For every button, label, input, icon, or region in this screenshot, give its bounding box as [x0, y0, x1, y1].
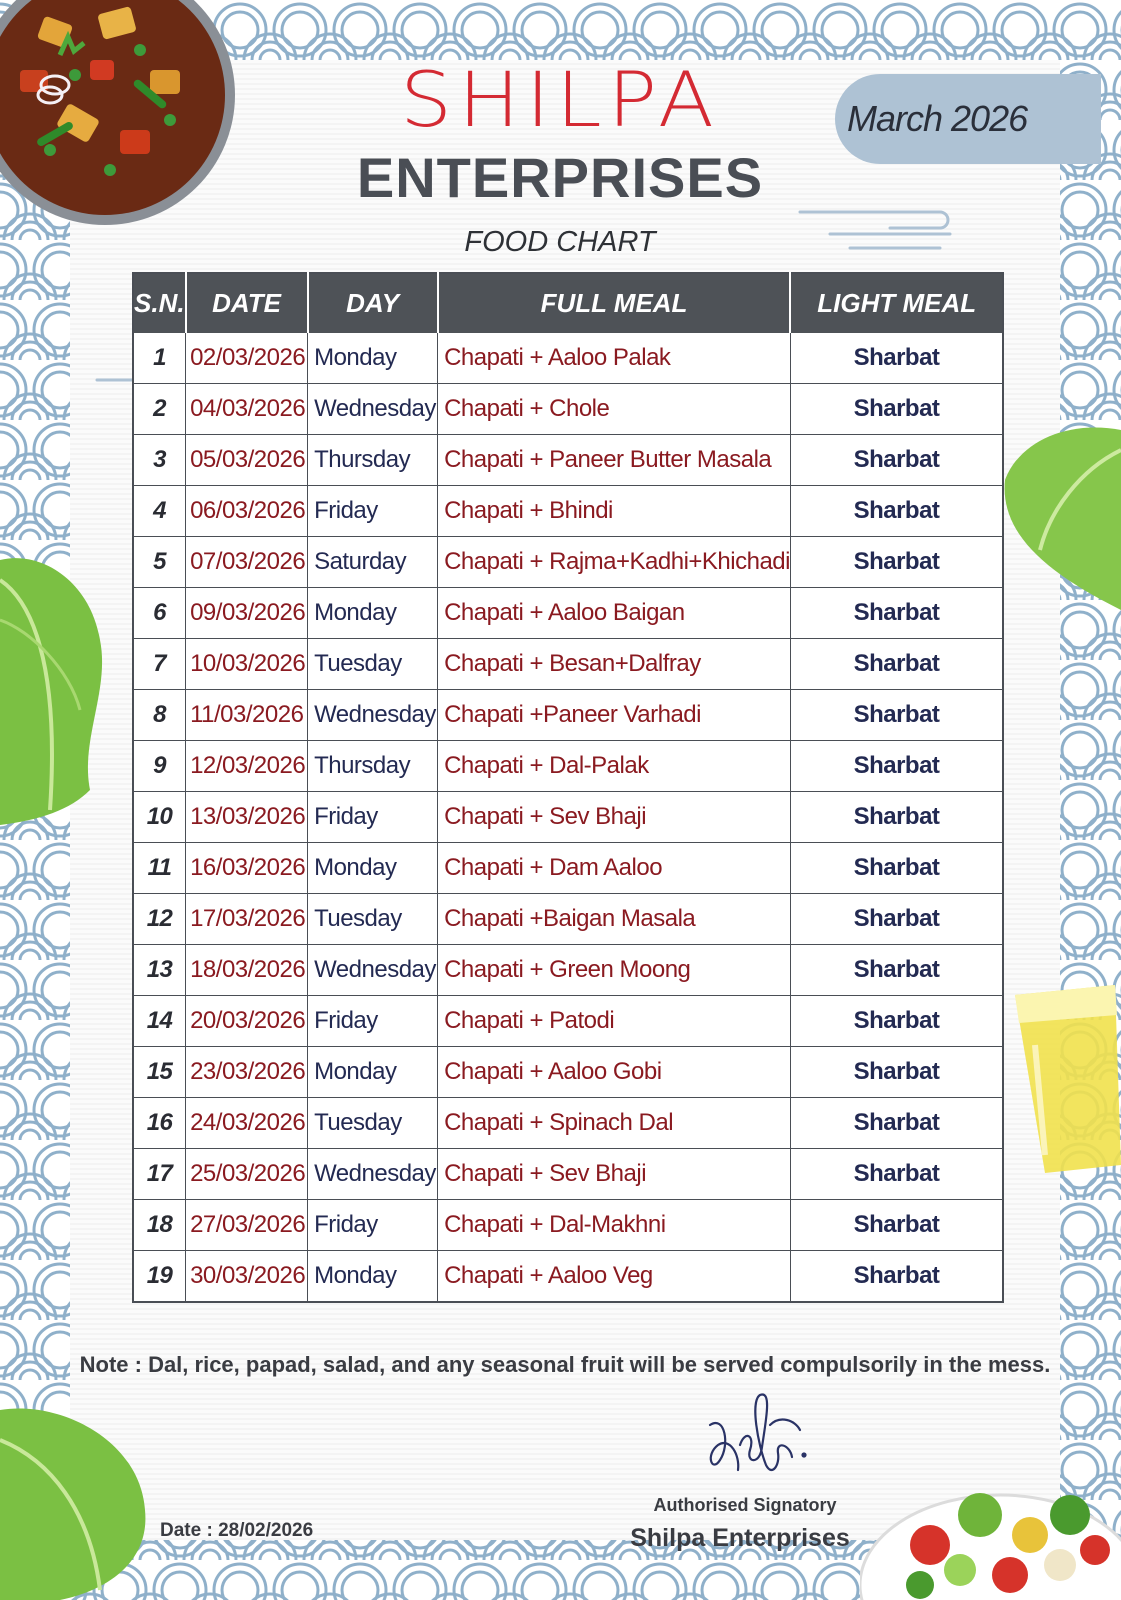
- cell-day: Wednesday: [308, 1149, 438, 1200]
- table-row: [133, 333, 1003, 384]
- cell-day: Friday: [308, 996, 438, 1047]
- cell-sn: 6: [133, 588, 186, 639]
- cell-light-meal: Sharbat: [790, 384, 1003, 435]
- table-row: [133, 639, 1003, 690]
- table-row: [133, 996, 1003, 1047]
- cell-light-meal: Sharbat: [790, 792, 1003, 843]
- cell-sn: 3: [133, 435, 186, 486]
- table-header-row: [133, 273, 1003, 333]
- cell-date: 04/03/2026: [186, 384, 308, 435]
- cell-date: 25/03/2026: [186, 1149, 308, 1200]
- lettuce-leaf-image: [0, 540, 110, 830]
- cell-full-meal: Chapati +Baigan Masala: [438, 894, 791, 945]
- cell-sn: 7: [133, 639, 186, 690]
- cell-date: 10/03/2026: [186, 639, 308, 690]
- footnote: Note : Dal, rice, papad, salad, and any seasonal fruit will be served compulsorily in the mess.: [79, 1352, 1051, 1377]
- brand-name-bottom: ENTERPRISES: [356, 146, 764, 209]
- cell-full-meal: Chapati + Sev Bhaji: [438, 792, 791, 843]
- cell-light-meal: Sharbat: [790, 435, 1003, 486]
- cell-sn: 9: [133, 741, 186, 792]
- cell-day: Monday: [308, 1047, 438, 1098]
- cell-light-meal: Sharbat: [790, 741, 1003, 792]
- column-header-day: DAY: [308, 273, 438, 333]
- cell-day: Wednesday: [308, 384, 438, 435]
- cell-full-meal: Chapati + Besan+Dalfray: [438, 639, 791, 690]
- salad-bowl-image: [860, 1455, 1121, 1600]
- cell-light-meal: Sharbat: [790, 843, 1003, 894]
- signatory-title: Authorised Signatory: [653, 1495, 837, 1515]
- cell-light-meal: Sharbat: [790, 996, 1003, 1047]
- cell-full-meal: Chapati + Aaloo Gobi: [438, 1047, 791, 1098]
- issue-date: Date : 28/02/2026: [160, 1520, 314, 1541]
- cell-full-meal: Chapati + Bhindi: [438, 486, 791, 537]
- cell-date: 16/03/2026: [186, 843, 308, 894]
- cell-sn: 16: [133, 1098, 186, 1149]
- column-header-sn: S.N.: [133, 273, 186, 333]
- column-header-light-meal: LIGHT MEAL: [790, 273, 1003, 333]
- cell-sn: 2: [133, 384, 186, 435]
- cell-day: Tuesday: [308, 639, 438, 690]
- cell-light-meal: Sharbat: [790, 894, 1003, 945]
- cell-light-meal: Sharbat: [790, 486, 1003, 537]
- cell-light-meal: Sharbat: [790, 639, 1003, 690]
- cell-full-meal: Chapati + Sev Bhaji: [438, 1149, 791, 1200]
- cell-full-meal: Chapati +Paneer Varhadi: [438, 690, 791, 741]
- cell-full-meal: Chapati + Dal-Palak: [438, 741, 791, 792]
- cell-light-meal: Sharbat: [790, 945, 1003, 996]
- table-row: [133, 537, 1003, 588]
- table-row: [133, 843, 1003, 894]
- cell-date: 30/03/2026: [186, 1251, 308, 1303]
- table-row: [133, 435, 1003, 486]
- table-row: [133, 384, 1003, 435]
- cell-date: 05/03/2026: [186, 435, 308, 486]
- cell-light-meal: Sharbat: [790, 690, 1003, 741]
- signatory-company: Shilpa Enterprises: [630, 1524, 850, 1552]
- cell-sn: 4: [133, 486, 186, 537]
- cell-full-meal: Chapati + Dam Aaloo: [438, 843, 791, 894]
- table-row: [133, 690, 1003, 741]
- table-row: [133, 792, 1003, 843]
- cell-sn: 1: [133, 333, 186, 384]
- cell-sn: 11: [133, 843, 186, 894]
- cell-day: Friday: [308, 792, 438, 843]
- cell-full-meal: Chapati + Aaloo Veg: [438, 1251, 791, 1303]
- cell-date: 07/03/2026: [186, 537, 308, 588]
- cell-full-meal: Chapati + Rajma+Kadhi+Khichadi: [438, 537, 791, 588]
- cell-sn: 14: [133, 996, 186, 1047]
- cell-day: Monday: [308, 1251, 438, 1303]
- cell-full-meal: Chapati + Patodi: [438, 996, 791, 1047]
- table-row: [133, 894, 1003, 945]
- table-row: [133, 741, 1003, 792]
- cell-day: Thursday: [308, 435, 438, 486]
- table-row: [133, 945, 1003, 996]
- cell-day: Tuesday: [308, 1098, 438, 1149]
- cell-full-meal: Chapati + Green Moong: [438, 945, 791, 996]
- signature-image: [700, 1385, 810, 1485]
- curry-bowl-image: [0, 0, 250, 250]
- month-label: March 2026: [847, 98, 1028, 139]
- table-row: [133, 1047, 1003, 1098]
- cell-sn: 13: [133, 945, 186, 996]
- month-badge: [835, 74, 1101, 164]
- document-subtitle: FOOD CHART: [464, 226, 656, 258]
- cell-sn: 18: [133, 1200, 186, 1251]
- cell-light-meal: Sharbat: [790, 588, 1003, 639]
- cell-full-meal: Chapati + Aaloo Baigan: [438, 588, 791, 639]
- juice-glass-image: [1005, 985, 1121, 1175]
- decorative-line-left-icon: [95, 370, 135, 390]
- cell-day: Friday: [308, 1200, 438, 1251]
- lettuce-leaf-image: [0, 1400, 150, 1600]
- cell-full-meal: Chapati + Paneer Butter Masala: [438, 435, 791, 486]
- lettuce-leaf-image: [1000, 420, 1121, 620]
- cell-sn: 17: [133, 1149, 186, 1200]
- cell-full-meal: Chapati + Dal-Makhni: [438, 1200, 791, 1251]
- cell-sn: 19: [133, 1251, 186, 1303]
- cell-day: Monday: [308, 588, 438, 639]
- cell-day: Monday: [308, 333, 438, 384]
- cell-date: 12/03/2026: [186, 741, 308, 792]
- cell-full-meal: Chapati + Spinach Dal: [438, 1098, 791, 1149]
- cell-date: 17/03/2026: [186, 894, 308, 945]
- cell-date: 23/03/2026: [186, 1047, 308, 1098]
- cell-day: Monday: [308, 843, 438, 894]
- cell-light-meal: Sharbat: [790, 537, 1003, 588]
- cell-full-meal: Chapati + Aaloo Palak: [438, 333, 791, 384]
- table-row: [133, 1200, 1003, 1251]
- column-header-date: DATE: [186, 273, 308, 333]
- cell-full-meal: Chapati + Chole: [438, 384, 791, 435]
- table-row: [133, 1251, 1003, 1303]
- cell-sn: 5: [133, 537, 186, 588]
- cell-date: 02/03/2026: [186, 333, 308, 384]
- cell-day: Friday: [308, 486, 438, 537]
- column-header-full-meal: FULL MEAL: [438, 273, 791, 333]
- cell-date: 09/03/2026: [186, 588, 308, 639]
- cell-light-meal: Sharbat: [790, 1200, 1003, 1251]
- cell-light-meal: Sharbat: [790, 1149, 1003, 1200]
- brand-name-top: SHILPA: [400, 56, 720, 145]
- cell-day: Tuesday: [308, 894, 438, 945]
- cell-light-meal: Sharbat: [790, 333, 1003, 384]
- cell-day: Thursday: [308, 741, 438, 792]
- table-body: [133, 333, 1003, 1302]
- table-row: [133, 1149, 1003, 1200]
- cell-light-meal: Sharbat: [790, 1251, 1003, 1303]
- cell-light-meal: Sharbat: [790, 1098, 1003, 1149]
- cell-date: 24/03/2026: [186, 1098, 308, 1149]
- table-row: [133, 1098, 1003, 1149]
- decorative-lines-icon: [790, 200, 970, 260]
- table-row: [133, 486, 1003, 537]
- cell-date: 20/03/2026: [186, 996, 308, 1047]
- cell-day: Wednesday: [308, 690, 438, 741]
- cell-date: 06/03/2026: [186, 486, 308, 537]
- cell-light-meal: Sharbat: [790, 1047, 1003, 1098]
- food-chart-table: [132, 272, 1004, 1303]
- cell-date: 18/03/2026: [186, 945, 308, 996]
- cell-sn: 15: [133, 1047, 186, 1098]
- cell-date: 11/03/2026: [186, 690, 308, 741]
- cell-date: 13/03/2026: [186, 792, 308, 843]
- cell-sn: 8: [133, 690, 186, 741]
- cell-sn: 12: [133, 894, 186, 945]
- cell-sn: 10: [133, 792, 186, 843]
- cell-date: 27/03/2026: [186, 1200, 308, 1251]
- cell-day: Saturday: [308, 537, 438, 588]
- table-row: [133, 588, 1003, 639]
- cell-day: Wednesday: [308, 945, 438, 996]
